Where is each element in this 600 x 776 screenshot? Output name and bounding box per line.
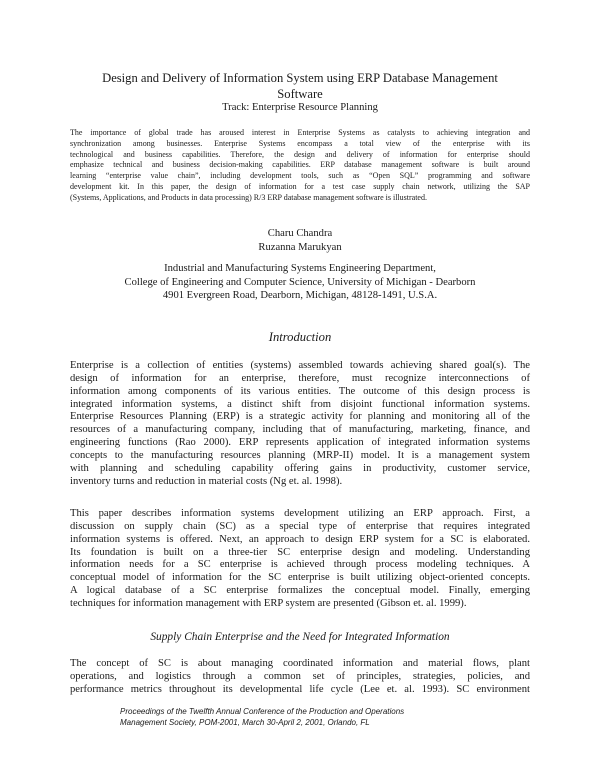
paragraph-line: performance metrics throughout its developmental life cycle (Lee et. al. 1993). SC environment [70, 683, 530, 695]
abstract-line: synchronization among businesses. Enterprise Systems encompass a total view of the enterprise with its [70, 138, 530, 148]
affiliation-line: 4901 Evergreen Road, Dearborn, Michigan, 48128-1491, U.S.A. [162, 290, 438, 301]
footer-line: Management Society, POM-2001, March 30-April 2, 2001, Orlando, FL [120, 717, 370, 727]
author-name: Ruzanna Marukyan [258, 241, 342, 253]
abstract-line: emphasize technical and business decision-making capabilities. ERP database management software is built around [70, 160, 530, 170]
paragraph-line: concepts to the manufacturing resources planning (MRP-II) model. It is a management system [70, 449, 530, 461]
abstract-line: (Systems, Applications, and Products in data processing) R/3 ERP database management software is illustrated. [70, 192, 427, 202]
paragraph-line: information among components of its various entities. The outcome of this design process is [70, 385, 530, 397]
paragraph-line: Its foundation is built on a three-tier SC enterprise design and modeling. Understanding [70, 546, 530, 558]
abstract-line: technological and business capabilities. Therefore, the design and delivery of information for enterprise should [70, 149, 530, 159]
paragraph-line: This paper describes information systems development utilizing an ERP approach. First, a [70, 508, 530, 519]
intro-paragraph-1 [70, 360, 530, 488]
paragraph-line: with planning and scheduling capability offering gains in productivity, customer service, [70, 462, 530, 474]
section-heading-supply-chain: Supply Chain Enterprise and the Need for Integrated Information [150, 631, 450, 643]
paper-title-line: Design and Delivery of Information System using ERP Database Management [102, 71, 498, 85]
affiliation-line: Industrial and Manufacturing Systems Engineering Department, [164, 263, 436, 274]
track-label: Track: Enterprise Resource Planning [222, 102, 378, 113]
author-name: Charu Chandra [267, 228, 333, 239]
paragraph-line: The concept of SC is about managing coordinated information and material flows, plant [70, 658, 530, 669]
abstract [70, 128, 530, 204]
abstract-line: learning “enterprise value chain”, including development tools, such as “Open SQL” programming and software [70, 171, 530, 181]
paragraph-line: information needs for a SC enterprise is achieved through process modeling techniques. A [70, 559, 530, 571]
paragraph-line: conceptual model of information for the SC enterprise is built utilizing object-oriented concepts. [70, 572, 530, 584]
paragraph-line: Enterprise Resources Planning (ERP) is a strategic activity for planning and monitoring all of the [70, 411, 530, 423]
abstract-line: development kit. In this paper, the design of information for a test case supply chain network, utilizing the SAP [70, 181, 530, 191]
paragraph-line: engineering functions (Rao 2000). ERP represents application of integrated information systems [70, 437, 530, 449]
paragraph-line: techniques for information management with ERP system are presented (Gibson et. al. 1999). [70, 597, 467, 609]
paper-title [60, 70, 540, 102]
paragraph-line: A logical database of a SC enterprise formalizes the conceptual model. Finally, emerging [70, 585, 530, 597]
paragraph-line: inventory turns and reduction in material costs (Ng et. al. 1998). [70, 475, 343, 487]
paragraph-line: discussion on supply chain (SC) as a special type of enterprise that requires integrated [70, 520, 530, 532]
author-list [60, 227, 540, 254]
paragraph-line: design of information for an enterprise, therefore, must recognize interconnections of [70, 372, 530, 384]
paragraph-line: integrated information systems, a distinct shift from disjoint functional information systems. [70, 398, 530, 410]
footer-line: Proceedings of the Twelfth Annual Conference of the Production and Operations [120, 707, 405, 716]
affiliation [60, 262, 540, 303]
paragraph-line: resources of a manufacturing company, including that of manufacturing, marketing, finance, and [70, 424, 530, 436]
intro-paragraph-2 [70, 508, 530, 611]
paragraph-line: Enterprise is a collection of entities (systems) assembled towards achieving shared goal(s). The [70, 360, 530, 371]
paper-title-line: Software [277, 87, 323, 101]
proceedings-footer [120, 707, 520, 728]
supply-chain-paragraph [70, 658, 530, 697]
section-heading-introduction: Introduction [268, 330, 332, 344]
paragraph-line: information systems is offered. Next, an approach to design ERP system for a SC is elaborated. [70, 533, 530, 545]
affiliation-line: College of Engineering and Computer Science, University of Michigan - Dearborn [124, 276, 476, 288]
abstract-line: The importance of global trade has aroused interest in Enterprise Systems as catalysts to achieving integration and [70, 128, 530, 137]
paragraph-line: operations, and logistics through a common set of principles, strategies, policies, and [70, 670, 530, 682]
